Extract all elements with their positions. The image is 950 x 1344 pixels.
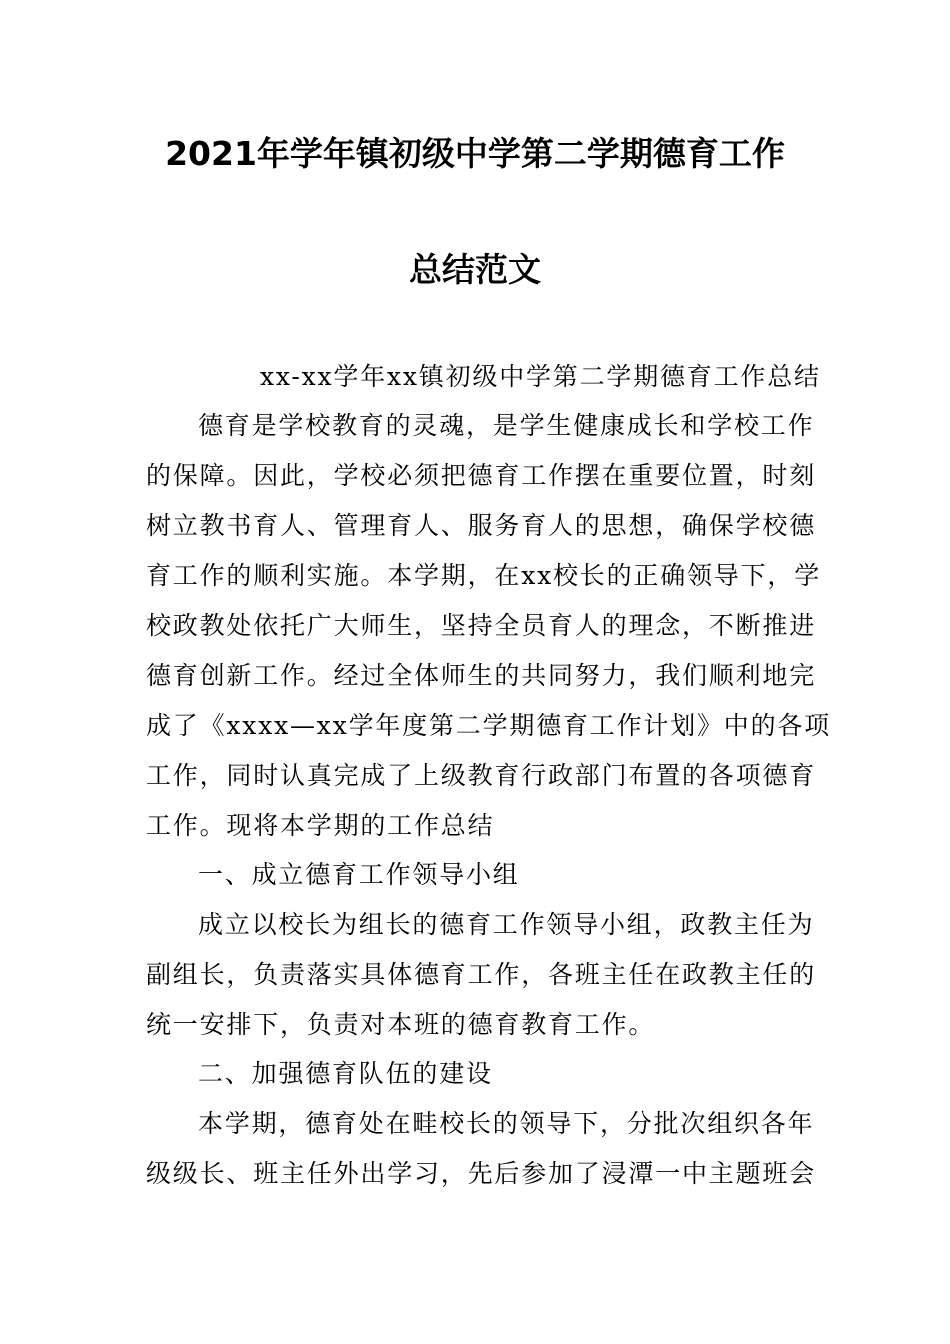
section-heading-1: 一、成立德育工作领导小组 <box>198 860 520 889</box>
body-line: 工作。现将本学期的工作总结 <box>146 811 495 840</box>
body-line: 校政教处依托广大师生，坚持全员育人的理念，不断推进 <box>146 611 817 640</box>
body-line: 本学期，德育处在畦校长的领导下，分批次组织各年 <box>198 1109 815 1138</box>
body-line: 的保障。因此，学校必须把德育工作摆在重要位置，时刻 <box>146 461 817 490</box>
body-line: 工作，同时认真完成了上级教育行政部门布置的各项德育 <box>146 761 817 790</box>
document-title-line-1: 2021年学年镇初级中学第二学期德育工作 <box>165 134 785 173</box>
document-title-line-2: 总结范文 <box>409 250 541 289</box>
body-line: 育工作的顺利实施。本学期，在xx校长的正确领导下，学 <box>146 561 822 590</box>
section-heading-2: 二、加强德育队伍的建设 <box>198 1059 493 1088</box>
body-line: 德育创新工作。经过全体师生的共同努力，我们顺利地完 <box>146 661 817 690</box>
body-line: 成立以校长为组长的德育工作领导小组，政教主任为 <box>198 910 815 939</box>
body-line: 级级长、班主任外出学习，先后参加了浸潭一中主题班会 <box>146 1159 817 1188</box>
body-line: 统一安排下，负责对本班的德育教育工作。 <box>146 1010 656 1039</box>
body-line: 副组长，负责落实具体德育工作，各班主任在政教主任的 <box>146 960 817 989</box>
body-line: 成了《xxxx—xx学年度第二学期德育工作计划》中的各项 <box>146 711 831 740</box>
subtitle-line: xx-xx学年xx镇初级中学第二学期德育工作总结 <box>260 362 821 391</box>
body-line: 树立教书育人、管理育人、服务育人的思想，确保学校德 <box>146 511 817 540</box>
body-line: 德育是学校教育的灵魂，是学生健康成长和学校工作 <box>198 411 815 440</box>
